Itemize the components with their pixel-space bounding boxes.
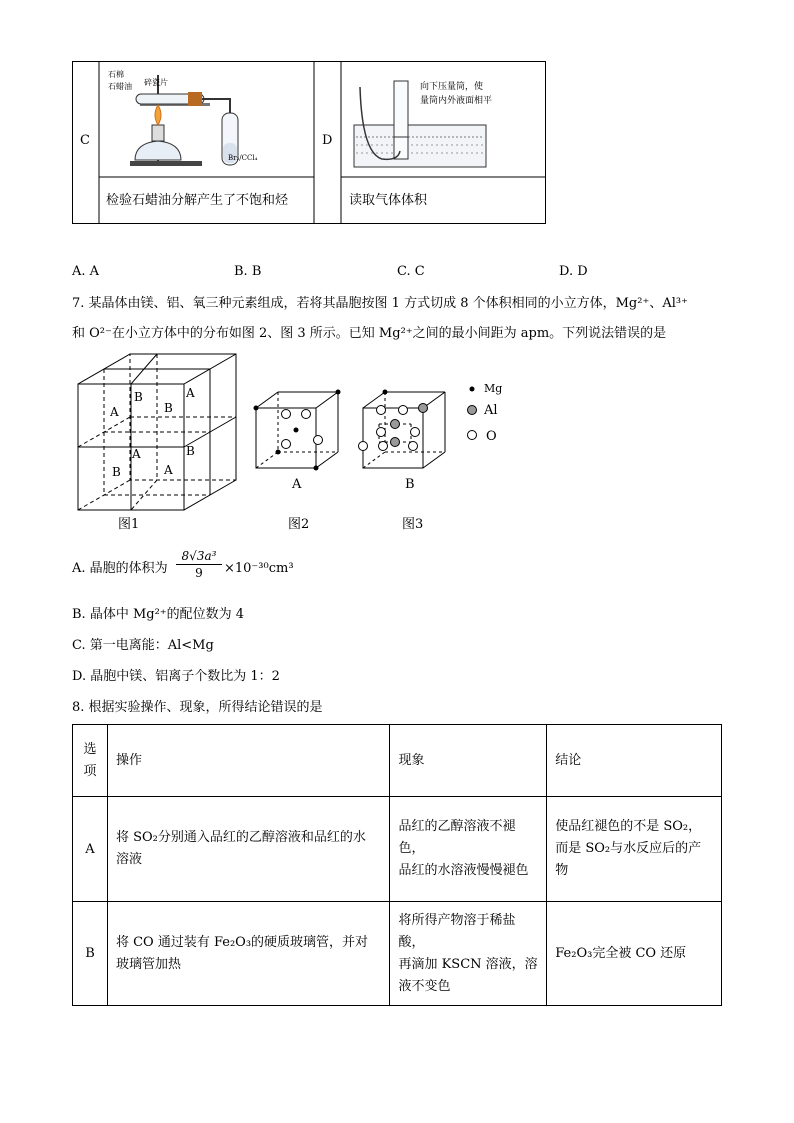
label-paraffin: 石蜡油 [108, 82, 132, 91]
q7-stem-line1: 7. 某晶体由镁、铝、氧三种元素组成，若将其晶胞按图 1 方式切成 8 个体积相同的小立方体，Mg²⁺、Al³⁺ [72, 296, 688, 311]
q6-table [72, 61, 546, 224]
header-phenomenon: 现象 [390, 725, 547, 797]
label-porcelain: 碎瓷片 [144, 78, 168, 87]
q6-option-c: C. C [397, 264, 425, 279]
row-c-letter: C [80, 133, 90, 148]
fig1-label-6: B [186, 444, 195, 458]
label-bromine: Br₂/CCl₄ [228, 154, 258, 162]
row-a-op-line2: 溶液 [115, 852, 142, 867]
q6-option-a: A. A [72, 264, 100, 279]
note-line-1: 向下压量筒，使 [420, 82, 484, 92]
row-b-op-line1: 将 CO 通过装有 Fe₂O₃的硬质玻璃管，并对 [115, 934, 369, 950]
q6-option-b: B. B [234, 264, 262, 279]
fig1-label-1: A [186, 386, 195, 400]
row-b-ph-line2: 再滴加 KSCN 溶液，溶 [398, 956, 538, 972]
q7-figure1 [72, 350, 242, 515]
q7-stem-line2: 和 O²⁻在小立方体中的分布如图 2、图 3 所示。已知 Mg²⁺之间的最小间距为 apm。下列说法错误的是 [72, 326, 667, 341]
row-d-caption: 读取气体体积 [349, 193, 428, 208]
q6-option-d: D. D [559, 264, 588, 279]
apparatus-cracking-image [100, 63, 313, 176]
header-option [73, 725, 108, 797]
row-a-con-line2: 而是 SO₂与水反应后的产 [555, 841, 702, 856]
q8-stem: 8. 根据实验操作、现象，所得结论错误的是 [72, 700, 323, 715]
row-b-operation [107, 902, 390, 1006]
fig2-cube-label: A [292, 477, 302, 492]
q7-option-c: C. 第一电离能：Al<Mg [72, 638, 214, 653]
q7-option-b: B. 晶体中 Mg²⁺的配位数为 4 [72, 607, 245, 622]
header-operation: 操作 [107, 725, 390, 797]
fig1-label-5: A [132, 447, 141, 461]
table-row [73, 797, 722, 902]
row-b-op-line2: 玻璃管加热 [115, 956, 181, 972]
header-conclusion: 结论 [547, 725, 722, 797]
legend-o: O [486, 429, 497, 444]
note-line-2: 量筒内外液面相平 [420, 96, 493, 106]
table-row [73, 902, 722, 1006]
row-d-letter: D [322, 133, 333, 148]
fig2-caption: 图2 [288, 517, 310, 532]
row-a-option: A [73, 797, 108, 902]
legend-al: Al [484, 403, 498, 418]
header-option-line2: 项 [83, 763, 97, 779]
fraction-denominator: 9 [195, 566, 203, 580]
row-a-conclusion [547, 797, 722, 902]
q7-legend-markers [466, 382, 486, 444]
row-a-ph-line1: 品红的乙醇溶液不褪色， [398, 819, 516, 856]
legend-mg: Mg [484, 382, 503, 395]
q8-table [72, 724, 722, 1006]
fig1-caption: 图1 [118, 517, 140, 532]
q7-option-a-prefix: A. 晶胞的体积为 [72, 561, 168, 576]
row-b-ph-line1: 将所得产物溶于稀盐酸， [398, 912, 516, 950]
q7-option-d: D. 晶胞中镁、铝离子个数比为 1：2 [72, 669, 280, 684]
fig3-caption: 图3 [402, 517, 424, 532]
row-a-ph-line2: 品红的水溶液慢慢褪色 [398, 863, 529, 878]
row-b-ph-line3: 液不变色 [398, 978, 451, 994]
fraction-numerator: 8√3a³ [176, 549, 222, 565]
row-a-phenomenon [390, 797, 547, 902]
row-b-conclusion: Fe₂O₃完全被 CO 还原 [547, 902, 722, 1006]
label-asbestos: 石棉 [108, 70, 124, 79]
row-a-operation [107, 797, 390, 902]
fig1-label-7: B [112, 465, 121, 479]
q7-figure3 [355, 388, 451, 476]
header-option-line1: 选 [83, 741, 97, 757]
fig1-label-2: B [134, 390, 143, 404]
row-b-option: B [73, 902, 108, 1006]
table-header-row [73, 725, 722, 797]
q7-option-a-fraction [176, 549, 222, 581]
row-a-con-line3: 物 [555, 863, 569, 878]
row-a-op-line1: 将 SO₂分别通入品红的乙醇溶液和品红的水 [115, 830, 366, 845]
fig1-label-4: A [110, 405, 119, 419]
q7-option-a-tail: ×10⁻³⁰cm³ [224, 561, 294, 576]
fig3-cube-label: B [405, 477, 415, 492]
row-c-caption: 检验石蜡油分解产生了不饱和烃 [106, 193, 289, 208]
fig1-label-8: A [164, 463, 173, 477]
row-b-phenomenon [390, 902, 547, 1006]
fig1-label-3: B [164, 401, 173, 415]
q7-figure2 [248, 388, 344, 476]
apparatus-gas-volume-image [342, 63, 545, 176]
row-a-con-line1: 使品红褪色的不是 SO₂， [555, 819, 702, 834]
